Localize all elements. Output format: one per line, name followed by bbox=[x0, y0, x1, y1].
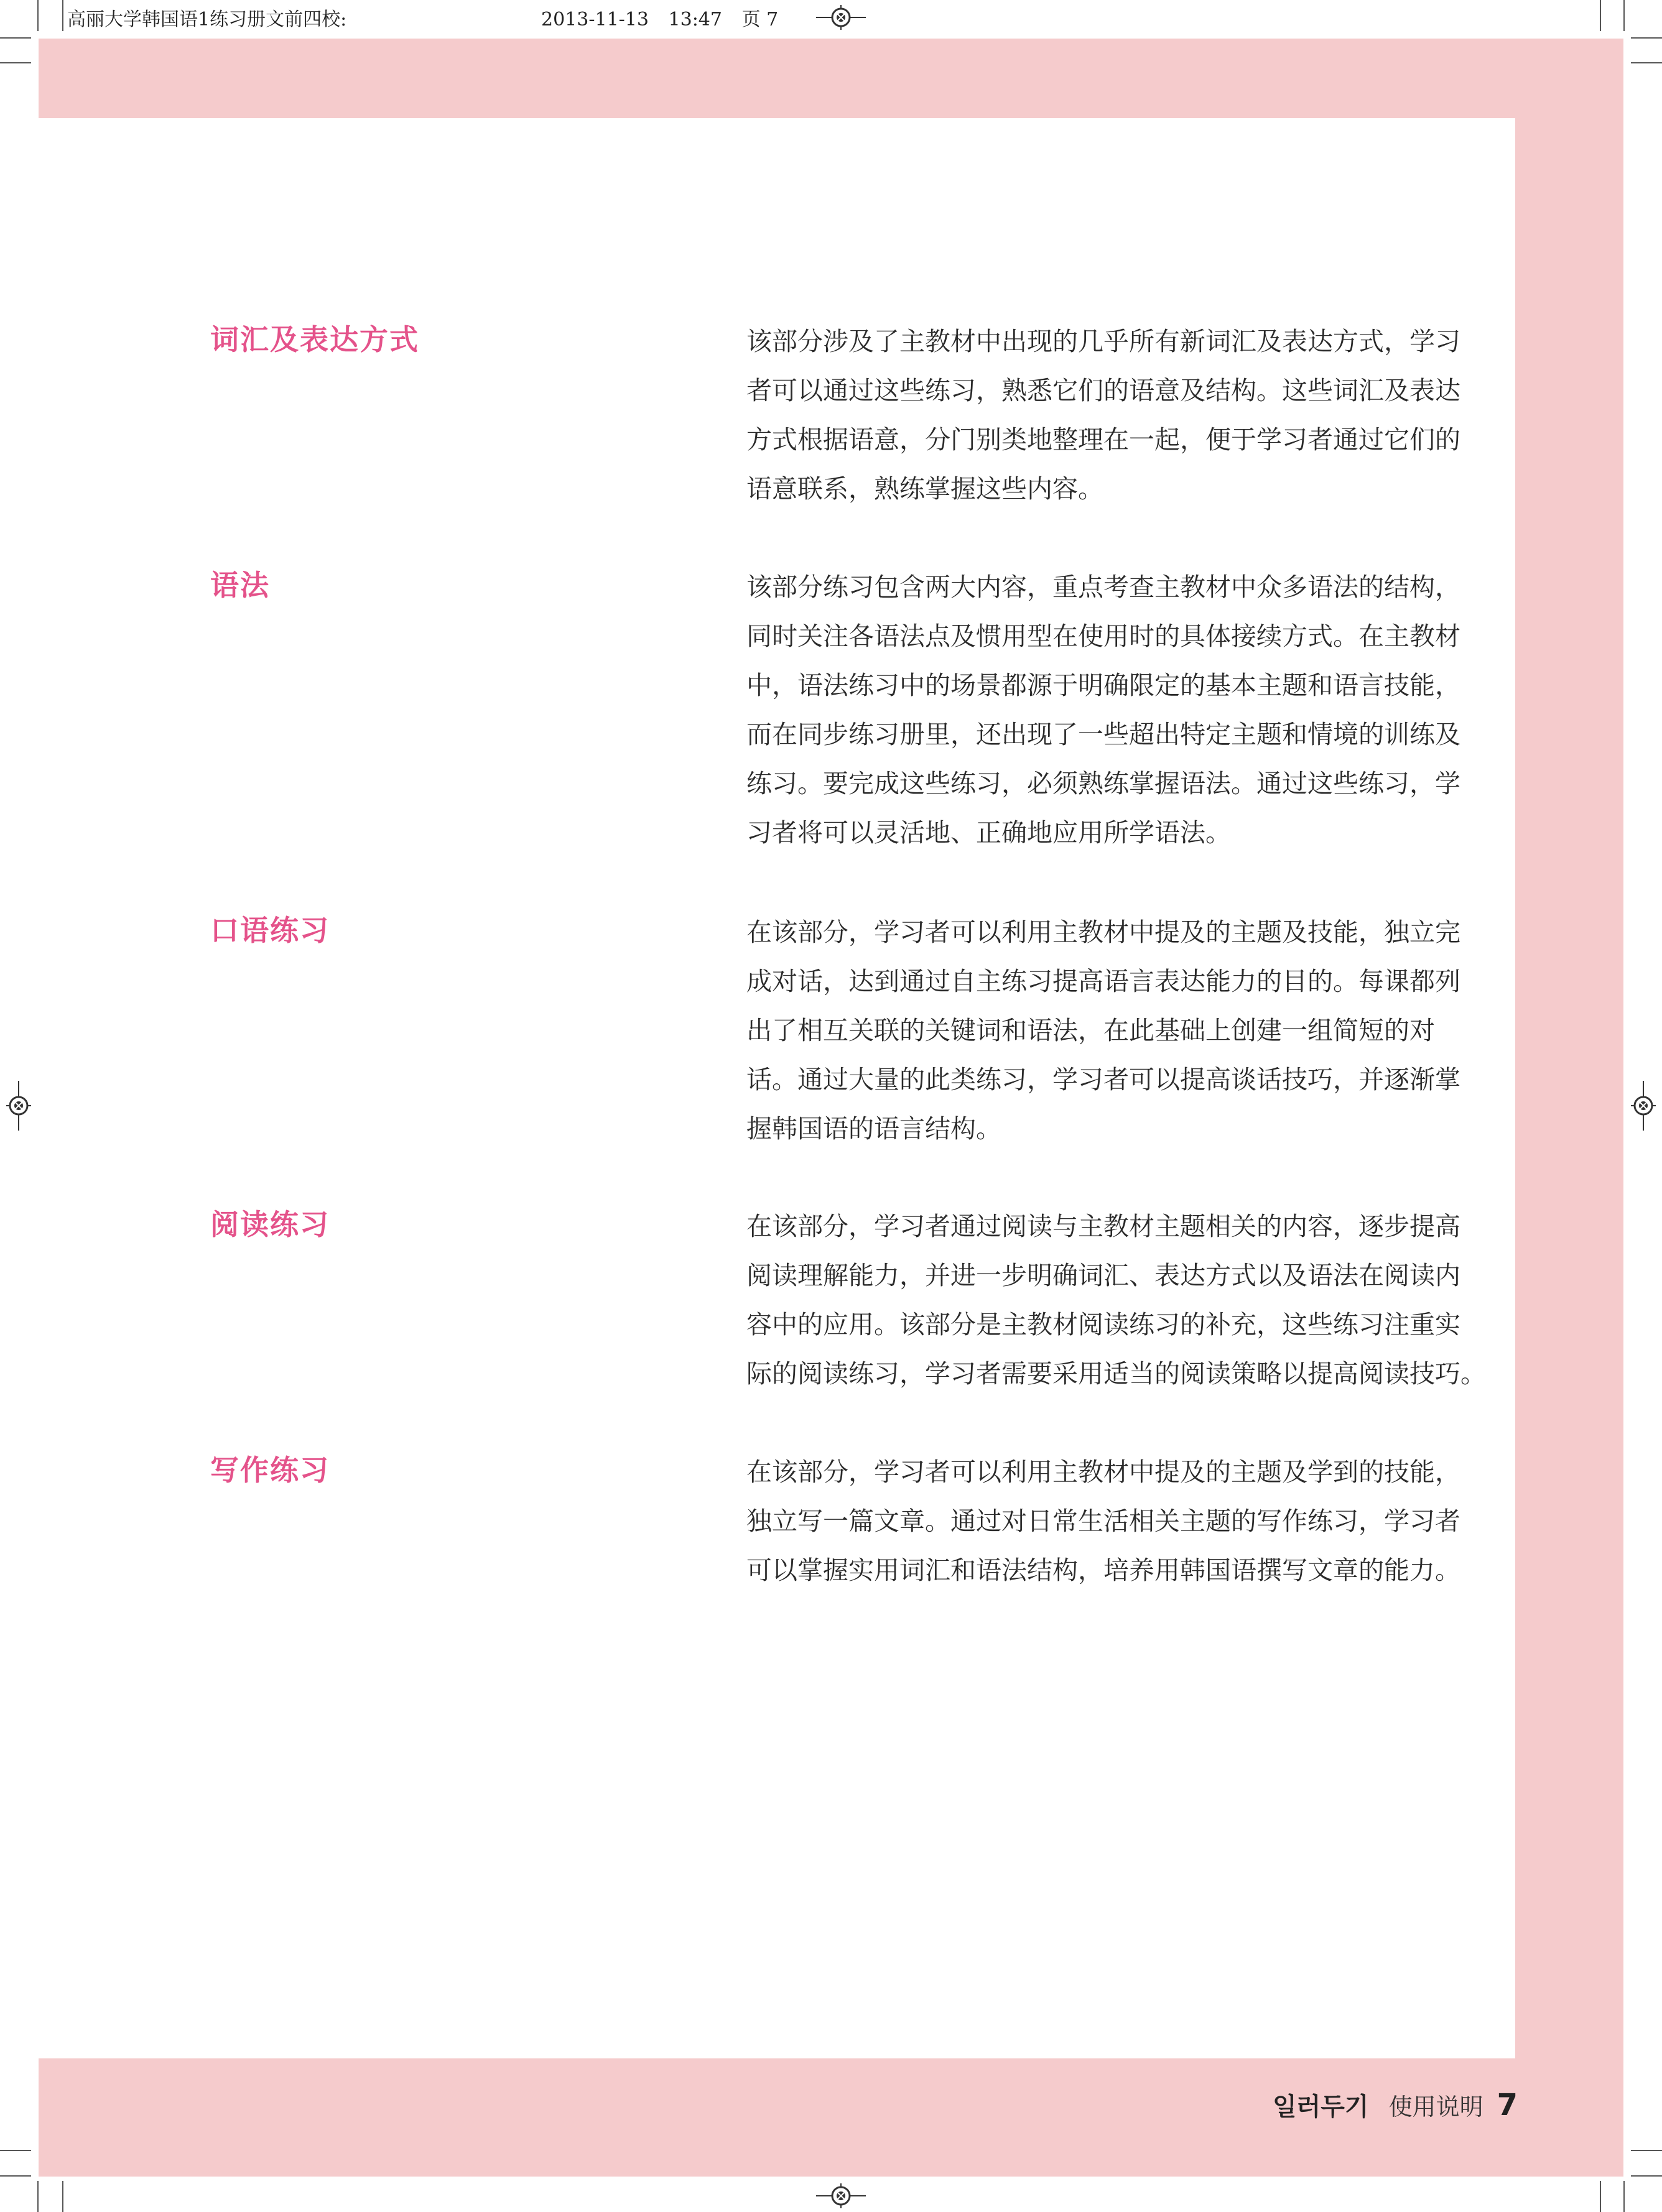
section-heading: 语法 bbox=[210, 568, 270, 602]
body-line: 在该部分，学习者可以利用主教材中提及的主题及技能，独立完 bbox=[746, 917, 1460, 947]
body-line: 者可以通过这些练习，熟悉它们的语意及结构。这些词汇及表达 bbox=[746, 376, 1460, 405]
crop-mark bbox=[1600, 0, 1601, 31]
registration-mark-icon bbox=[1631, 1081, 1656, 1131]
footer-chinese-label: 使用说明 bbox=[1388, 2093, 1483, 2121]
body-line: 阅读理解能力，并进一步明确词汇、表达方式以及语法在阅读内 bbox=[746, 1261, 1460, 1290]
body-line: 出了相互关联的关键词和语法，在此基础上创建一组简短的对 bbox=[746, 1016, 1435, 1045]
section-body bbox=[746, 563, 1493, 858]
section-body bbox=[746, 317, 1493, 514]
pink-side-band bbox=[1515, 39, 1623, 2177]
section-heading: 阅读练习 bbox=[210, 1208, 330, 1241]
registration-mark-icon bbox=[816, 2183, 866, 2208]
slug-date: 2013-11-13 bbox=[541, 9, 649, 30]
body-line: 际的阅读练习，学习者需要采用适当的阅读策略以提高阅读技巧。 bbox=[746, 1359, 1486, 1389]
crop-mark bbox=[1631, 2175, 1662, 2177]
body-line: 成对话，达到通过自主练习提高语言表达能力的目的。每课都列 bbox=[746, 966, 1460, 996]
body-line: 可以掌握实用词汇和语法结构，培养用韩国语撰写文章的能力。 bbox=[746, 1555, 1460, 1585]
page-number: 7 bbox=[1497, 2088, 1518, 2122]
body-line: 该部分练习包含两大内容，重点考查主教材中众多语法的结构， bbox=[746, 572, 1460, 602]
body-line: 习者将可以灵活地、正确地应用所学语法。 bbox=[746, 818, 1231, 848]
crop-mark bbox=[1631, 62, 1662, 63]
section-heading: 词汇及表达方式 bbox=[210, 323, 419, 356]
body-line: 同时关注各语法点及惯用型在使用时的具体接续方式。在主教材 bbox=[746, 621, 1460, 651]
body-line: 容中的应用。该部分是主教材阅读练习的补充，这些练习注重实 bbox=[746, 1310, 1460, 1340]
crop-mark bbox=[1631, 2150, 1662, 2151]
page-footer bbox=[1273, 2087, 1518, 2124]
crop-mark bbox=[62, 0, 63, 31]
body-line: 练习。要完成这些练习，必须熟练掌握语法。通过这些练习，学 bbox=[746, 769, 1460, 798]
crop-mark bbox=[0, 2150, 31, 2151]
section-body bbox=[746, 1448, 1493, 1595]
slug-page: 页 7 bbox=[741, 9, 779, 30]
crop-mark bbox=[1623, 0, 1625, 31]
crop-mark bbox=[0, 62, 31, 63]
crop-mark bbox=[37, 2181, 39, 2212]
section-body bbox=[746, 1202, 1493, 1399]
body-line: 在该部分，学习者通过阅读与主教材主题相关的内容，逐步提高 bbox=[746, 1211, 1460, 1241]
registration-mark-icon bbox=[6, 1081, 31, 1131]
body-line: 独立写一篇文章。通过对日常生活相关主题的写作练习，学习者 bbox=[746, 1506, 1460, 1536]
crop-mark bbox=[37, 0, 39, 31]
section-body bbox=[746, 908, 1493, 1154]
body-line: 在该部分，学习者可以利用主教材中提及的主题及学到的技能， bbox=[746, 1457, 1460, 1487]
crop-mark bbox=[62, 2181, 63, 2212]
body-line: 方式根据语意，分门别类地整理在一起，便于学习者通过它们的 bbox=[746, 425, 1460, 455]
crop-mark bbox=[1600, 2181, 1601, 2212]
crop-mark bbox=[1623, 2181, 1625, 2212]
section-heading: 口语练习 bbox=[210, 914, 330, 947]
crop-mark bbox=[0, 37, 31, 39]
body-line: 该部分涉及了主教材中出现的几乎所有新词汇及表达方式，学习 bbox=[746, 326, 1460, 356]
slug-time: 13:47 bbox=[668, 9, 722, 30]
body-line: 中，语法练习中的场景都源于明确限定的基本主题和语言技能， bbox=[746, 670, 1460, 700]
crop-mark bbox=[0, 2175, 31, 2177]
body-line: 语意联系，熟练掌握这些内容。 bbox=[746, 474, 1103, 504]
registration-mark-icon bbox=[816, 5, 866, 30]
body-line: 而在同步练习册里，还出现了一些超出特定主题和情境的训练及 bbox=[746, 720, 1460, 749]
footer-korean-label: 일러두기 bbox=[1273, 2093, 1369, 2121]
body-line: 握韩国语的语言结构。 bbox=[746, 1114, 1001, 1144]
slug-filename: 高丽大学韩国语1练习册文前四校: bbox=[67, 9, 347, 30]
crop-mark bbox=[1631, 37, 1662, 39]
pink-header-band bbox=[39, 39, 1623, 118]
section-heading: 写作练习 bbox=[210, 1453, 330, 1487]
slug-timestamp bbox=[541, 4, 792, 31]
body-line: 话。通过大量的此类练习，学习者可以提高谈话技巧，并逐渐掌 bbox=[746, 1065, 1460, 1094]
